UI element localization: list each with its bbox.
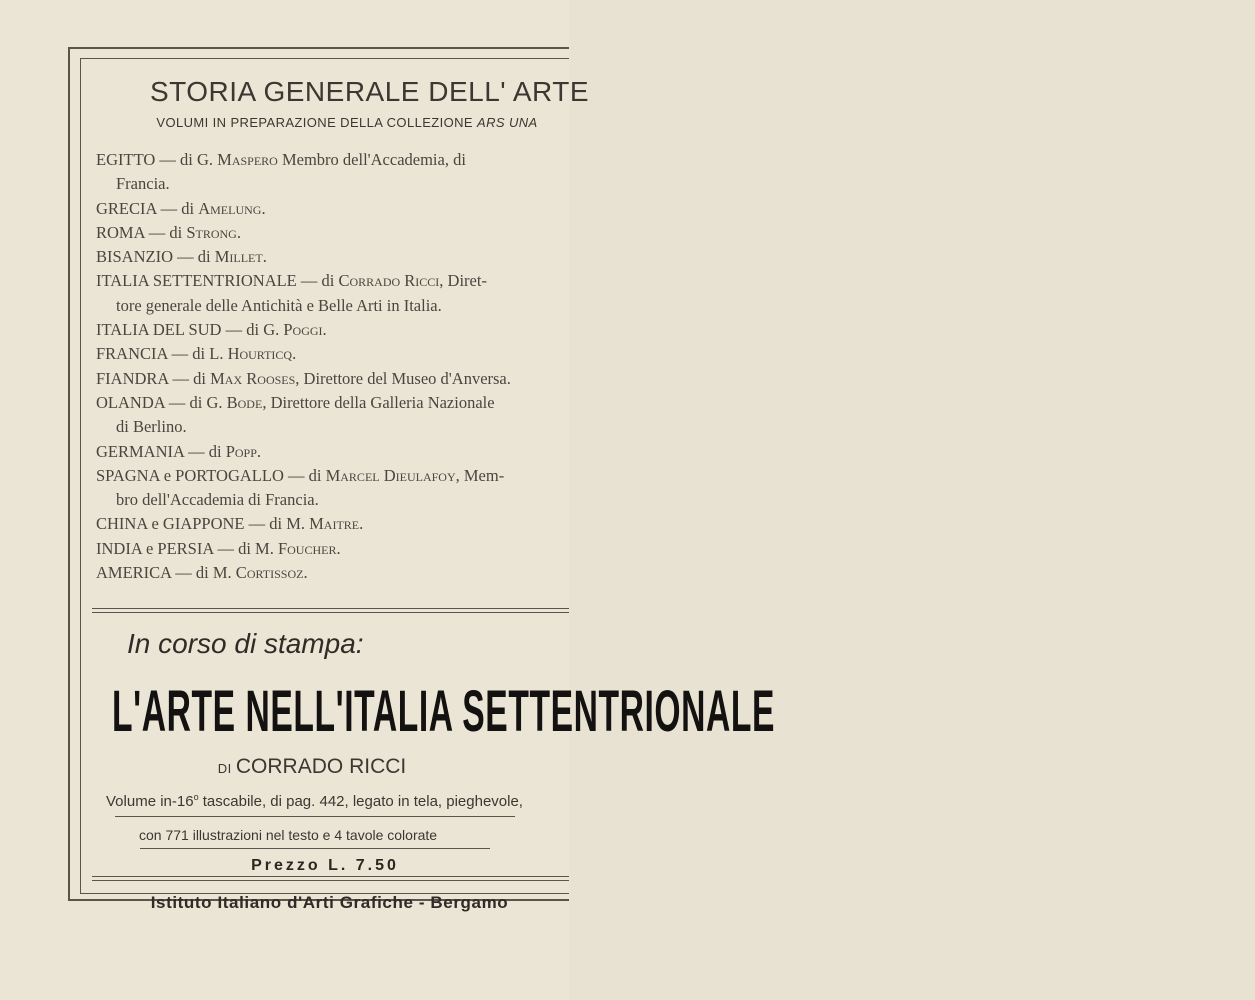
entry-author: Max Rooses <box>210 368 296 388</box>
frame-rule-left-outer <box>68 47 70 900</box>
list-item: SPAGNA e PORTOGALLO — di Marcel Dieulafoy, Mem- bro dell'Accademia di Francia. <box>96 465 505 510</box>
entry-author: M. Cortissoz <box>212 563 304 583</box>
illustration-details: con 771 illustrazioni nel testo e 4 tavole colorate <box>139 827 438 843</box>
list-item: OLANDA — di G. Bode, Direttore della Galleria Nazionale di Berlino. <box>96 392 495 437</box>
section-divider-bottom-b <box>92 880 569 881</box>
section-divider-top-a <box>92 608 569 609</box>
list-item: GRECIA — di Amelung. <box>96 198 266 218</box>
entry-author: Popp <box>225 441 257 461</box>
entry-author: G. Bode <box>206 392 263 412</box>
list-item: EGITTO — di G. Maspero Membro dell'Accademia, di Francia. <box>96 150 466 194</box>
list-item: ITALIA SETTENTRIONALE — di Corrado Ricci, Diret- tore generale delle Antichità e Belle Arti in Italia. <box>96 271 487 315</box>
frame-rule-top-outer <box>68 47 569 49</box>
list-item: INDIA e PERSIA — di M. Foucher. <box>96 538 341 558</box>
entry-author: L. Hourticq <box>209 344 293 364</box>
section-divider-top-b <box>92 612 569 613</box>
entry-author: M. Maitre <box>286 514 360 534</box>
list-item: AMERICA — di M. Cortissoz. <box>96 563 308 583</box>
entry-author: M. Foucher <box>255 538 337 558</box>
collection-name: ARS UNA <box>477 115 538 130</box>
entry-author: G. Maspero <box>196 150 278 169</box>
page-subtitle <box>152 115 542 130</box>
list-item: CHINA e GIAPPONE — di M. Maitre. <box>96 514 364 534</box>
entry-author: Marcel Dieulafoy <box>325 465 456 485</box>
page-title: STORIA GENERALE DELL' ARTE <box>150 76 590 107</box>
in-press-heading: In corso di stampa: <box>127 628 364 659</box>
list-item: BISANZIO — di Millet. <box>96 247 267 267</box>
detail-divider-1 <box>115 816 515 817</box>
featured-book-title <box>112 679 776 744</box>
price-label: Prezzo L. 7.50 <box>251 857 399 874</box>
entry-author: Millet <box>214 247 263 267</box>
detail-divider-2 <box>140 848 490 849</box>
publisher-imprint: Istituto Italiano d'Arti Grafiche - Bergamo <box>150 893 509 912</box>
entry-author: G. Poggi <box>263 320 323 340</box>
list-item: FIANDRA — di Max Rooses, Direttore del Museo d'Anversa. <box>96 368 511 388</box>
featured-book-title-text: L'ARTE NELL'ITALIA SETTENTRIONALE <box>112 679 776 744</box>
list-item: ITALIA DEL SUD — di G. Poggi. <box>96 320 327 340</box>
frame-rule-top-inner <box>80 58 569 59</box>
list-item: ROMA — di Strong. <box>96 222 241 242</box>
featured-book-author: DI CORRADO RICCI <box>217 755 407 778</box>
entry-author: Amelung <box>198 198 262 218</box>
featured-author-name: CORRADO RICCI <box>235 755 407 778</box>
entry-author: Strong <box>186 222 237 242</box>
volume-details: Volume in-16$^o$ tascabile, di pag. 442, legato in tela, pieghevole, <box>106 792 523 810</box>
section-divider-bottom-a <box>92 876 569 877</box>
list-item: GERMANIA — di Popp. <box>96 441 262 461</box>
volume-list <box>96 148 569 585</box>
frame-rule-left-inner <box>80 58 81 894</box>
list-item: FRANCIA — di L. Hourticq. <box>96 344 297 364</box>
subtitle-text: VOLUMI IN PREPARAZIONE DELLA COLLEZIONE <box>156 115 478 130</box>
entry-author: Corrado Ricci <box>338 271 440 291</box>
